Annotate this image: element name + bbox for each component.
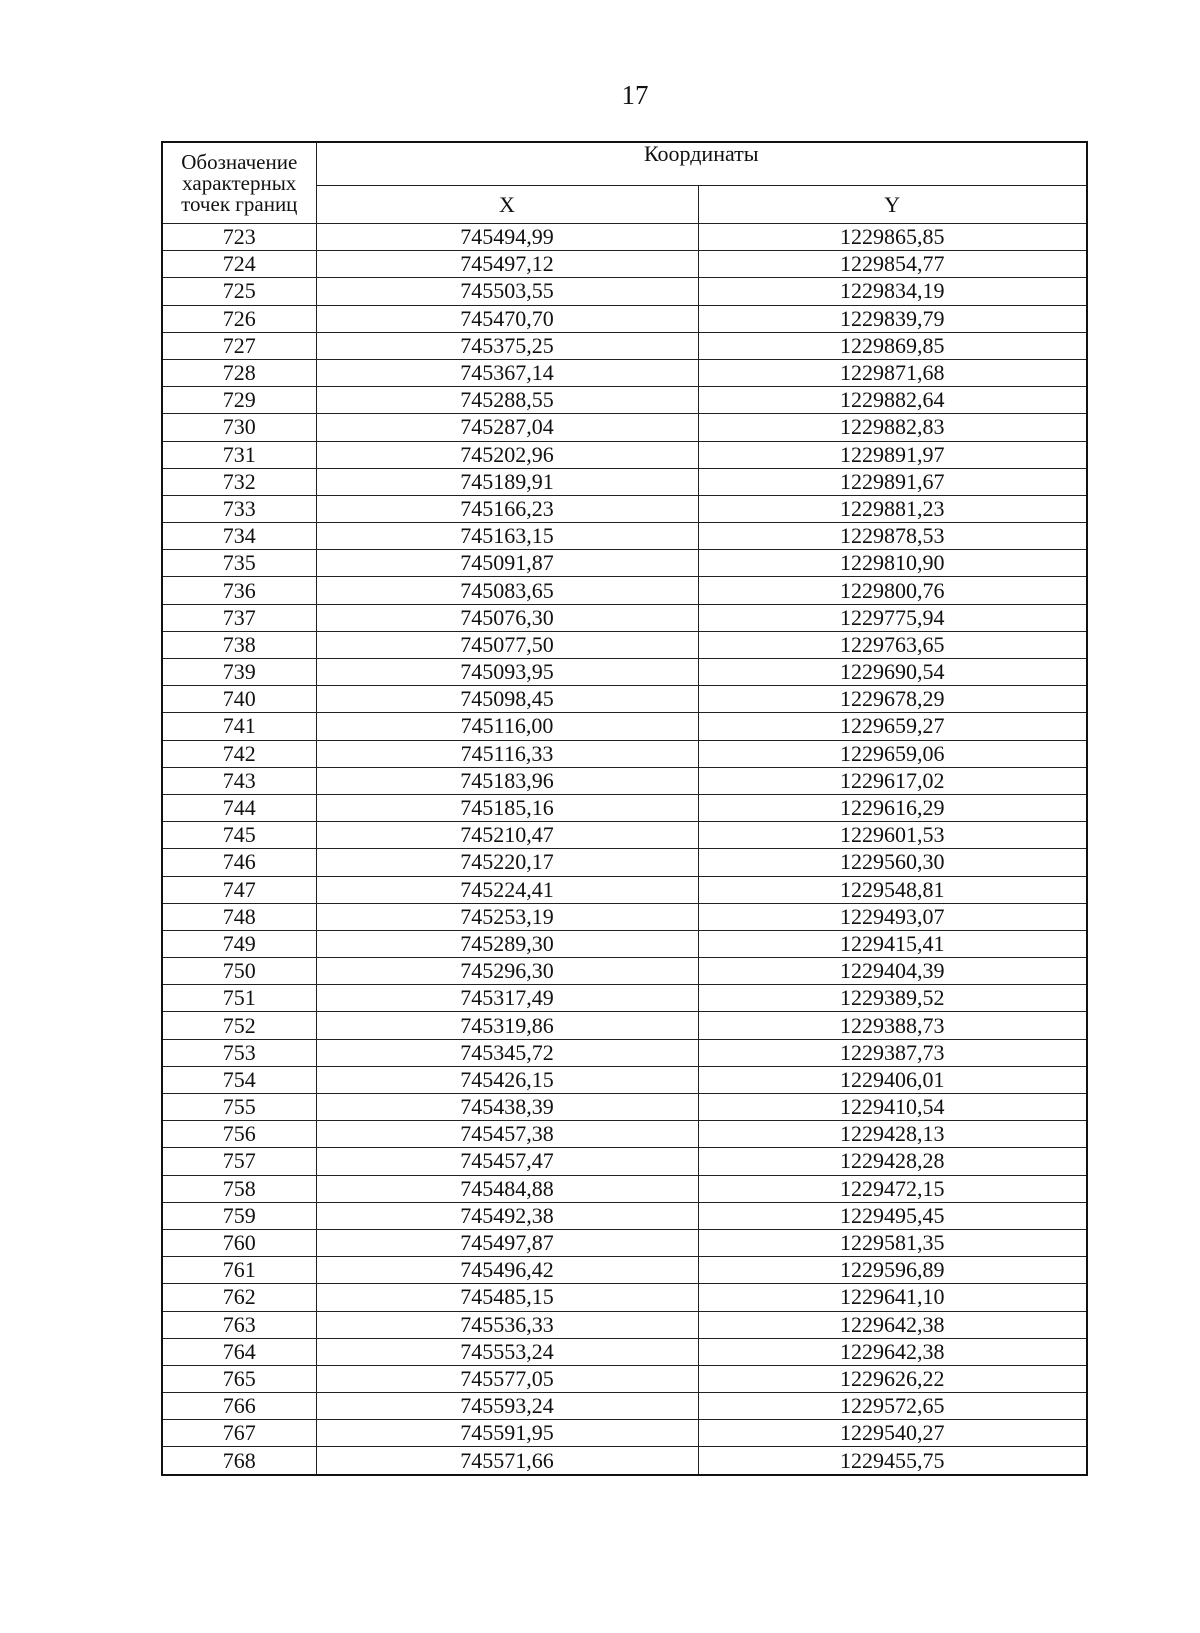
- table-row: [162, 930, 1087, 957]
- y-coordinate-cell: 1229800,76: [698, 577, 1087, 604]
- table-row: [162, 849, 1087, 876]
- table-row: [162, 713, 1087, 740]
- table-row: [162, 550, 1087, 577]
- point-number-cell: 743: [162, 767, 316, 794]
- point-number-cell: 745: [162, 822, 316, 849]
- x-coordinate-cell: 745253,19: [316, 903, 698, 930]
- point-number-cell: 732: [162, 468, 316, 495]
- y-coordinate-cell: 1229659,06: [698, 740, 1087, 767]
- point-number-cell: 761: [162, 1257, 316, 1284]
- x-coordinate-cell: 745202,96: [316, 441, 698, 468]
- y-coordinate-cell: 1229881,23: [698, 495, 1087, 522]
- y-coordinate-cell: 1229834,19: [698, 278, 1087, 305]
- y-coordinate-cell: 1229406,01: [698, 1066, 1087, 1093]
- x-coordinate-cell: 745319,86: [316, 1012, 698, 1039]
- point-number-cell: 753: [162, 1039, 316, 1066]
- point-number-cell: 736: [162, 577, 316, 604]
- y-coordinate-cell: 1229839,79: [698, 305, 1087, 332]
- y-coordinate-cell: 1229572,65: [698, 1393, 1087, 1420]
- x-coordinate-cell: 745571,66: [316, 1447, 698, 1475]
- point-number-cell: 734: [162, 523, 316, 550]
- x-header: X: [316, 186, 698, 224]
- x-coordinate-cell: 745185,16: [316, 794, 698, 821]
- point-number-cell: 751: [162, 985, 316, 1012]
- y-coordinate-cell: 1229678,29: [698, 686, 1087, 713]
- x-coordinate-cell: 745077,50: [316, 631, 698, 658]
- x-coordinate-cell: 745494,99: [316, 224, 698, 251]
- y-coordinate-cell: 1229415,41: [698, 930, 1087, 957]
- point-number-cell: 738: [162, 631, 316, 658]
- table-row: [162, 1121, 1087, 1148]
- x-coordinate-cell: 745497,87: [316, 1229, 698, 1256]
- y-header: Y: [698, 186, 1087, 224]
- y-coordinate-cell: 1229810,90: [698, 550, 1087, 577]
- x-coordinate-cell: 745485,15: [316, 1284, 698, 1311]
- table-row: [162, 1175, 1087, 1202]
- x-coordinate-cell: 745224,41: [316, 876, 698, 903]
- y-coordinate-cell: 1229871,68: [698, 359, 1087, 386]
- y-coordinate-cell: 1229642,38: [698, 1311, 1087, 1338]
- y-coordinate-cell: 1229641,10: [698, 1284, 1087, 1311]
- point-number-cell: 768: [162, 1447, 316, 1475]
- page-number: 17: [621, 80, 649, 110]
- x-coordinate-cell: 745093,95: [316, 659, 698, 686]
- point-number-cell: 728: [162, 359, 316, 386]
- y-coordinate-cell: 1229616,29: [698, 794, 1087, 821]
- point-number-cell: 749: [162, 930, 316, 957]
- x-coordinate-cell: 745484,88: [316, 1175, 698, 1202]
- y-coordinate-cell: 1229854,77: [698, 251, 1087, 278]
- table-row: [162, 332, 1087, 359]
- x-coordinate-cell: 745166,23: [316, 495, 698, 522]
- x-coordinate-cell: 745288,55: [316, 387, 698, 414]
- table-row: [162, 740, 1087, 767]
- point-number-cell: 739: [162, 659, 316, 686]
- point-number-cell: 730: [162, 414, 316, 441]
- table-row: [162, 1094, 1087, 1121]
- point-number-cell: 727: [162, 332, 316, 359]
- point-number-cell: 758: [162, 1175, 316, 1202]
- x-coordinate-cell: 745497,12: [316, 251, 698, 278]
- x-coordinate-cell: 745091,87: [316, 550, 698, 577]
- point-number-cell: 762: [162, 1284, 316, 1311]
- table-row: [162, 1447, 1087, 1475]
- table-row: [162, 414, 1087, 441]
- point-number-cell: 729: [162, 387, 316, 414]
- point-number-cell: 764: [162, 1338, 316, 1365]
- x-coordinate-cell: 745470,70: [316, 305, 698, 332]
- table-row: [162, 278, 1087, 305]
- table-row: [162, 577, 1087, 604]
- y-coordinate-cell: 1229878,53: [698, 523, 1087, 550]
- table-row: [162, 1039, 1087, 1066]
- x-coordinate-cell: 745076,30: [316, 604, 698, 631]
- table-row: [162, 958, 1087, 985]
- point-number-cell: 747: [162, 876, 316, 903]
- y-coordinate-cell: 1229428,13: [698, 1121, 1087, 1148]
- x-coordinate-cell: 745492,38: [316, 1202, 698, 1229]
- x-coordinate-cell: 745317,49: [316, 985, 698, 1012]
- y-coordinate-cell: 1229387,73: [698, 1039, 1087, 1066]
- point-number-cell: 724: [162, 251, 316, 278]
- y-coordinate-cell: 1229389,52: [698, 985, 1087, 1012]
- x-coordinate-cell: 745289,30: [316, 930, 698, 957]
- y-coordinate-cell: 1229455,75: [698, 1447, 1087, 1475]
- x-coordinate-cell: 745536,33: [316, 1311, 698, 1338]
- y-coordinate-cell: 1229626,22: [698, 1365, 1087, 1392]
- table-row: [162, 305, 1087, 332]
- coordinates-header: Координаты: [316, 142, 1087, 186]
- point-number-cell: 735: [162, 550, 316, 577]
- x-coordinate-cell: 745457,38: [316, 1121, 698, 1148]
- x-coordinate-cell: 745367,14: [316, 359, 698, 386]
- point-number-cell: 750: [162, 958, 316, 985]
- point-number-cell: 746: [162, 849, 316, 876]
- x-coordinate-cell: 745116,00: [316, 713, 698, 740]
- x-coordinate-cell: 745496,42: [316, 1257, 698, 1284]
- table-row: [162, 903, 1087, 930]
- table-row: [162, 523, 1087, 550]
- y-coordinate-cell: 1229891,67: [698, 468, 1087, 495]
- y-coordinate-cell: 1229882,64: [698, 387, 1087, 414]
- y-coordinate-cell: 1229869,85: [698, 332, 1087, 359]
- x-coordinate-cell: 745438,39: [316, 1094, 698, 1121]
- x-coordinate-cell: 745593,24: [316, 1393, 698, 1420]
- point-number-cell: 742: [162, 740, 316, 767]
- y-coordinate-cell: 1229617,02: [698, 767, 1087, 794]
- point-number-cell: 759: [162, 1202, 316, 1229]
- designation-header: Обозначение характерных точек границ: [162, 142, 316, 224]
- x-coordinate-cell: 745220,17: [316, 849, 698, 876]
- table-row: [162, 659, 1087, 686]
- table-row: [162, 495, 1087, 522]
- table-row: [162, 1365, 1087, 1392]
- y-coordinate-cell: 1229601,53: [698, 822, 1087, 849]
- y-coordinate-cell: 1229410,54: [698, 1094, 1087, 1121]
- point-number-cell: 723: [162, 224, 316, 251]
- point-number-cell: 733: [162, 495, 316, 522]
- x-coordinate-cell: 745287,04: [316, 414, 698, 441]
- table-row: [162, 1012, 1087, 1039]
- x-coordinate-cell: 745296,30: [316, 958, 698, 985]
- table-row: [162, 631, 1087, 658]
- point-number-cell: 763: [162, 1311, 316, 1338]
- point-number-cell: 744: [162, 794, 316, 821]
- x-coordinate-cell: 745591,95: [316, 1420, 698, 1447]
- y-coordinate-cell: 1229596,89: [698, 1257, 1087, 1284]
- y-coordinate-cell: 1229540,27: [698, 1420, 1087, 1447]
- table-row: [162, 686, 1087, 713]
- y-coordinate-cell: 1229659,27: [698, 713, 1087, 740]
- coordinates-table: [161, 141, 1088, 1476]
- y-coordinate-cell: 1229495,45: [698, 1202, 1087, 1229]
- point-number-cell: 755: [162, 1094, 316, 1121]
- table-row: [162, 359, 1087, 386]
- table-row: [162, 468, 1087, 495]
- table-row: [162, 1066, 1087, 1093]
- y-coordinate-cell: 1229493,07: [698, 903, 1087, 930]
- table-row: [162, 1229, 1087, 1256]
- y-coordinate-cell: 1229560,30: [698, 849, 1087, 876]
- table-row: [162, 387, 1087, 414]
- x-coordinate-cell: 745183,96: [316, 767, 698, 794]
- table-row: [162, 985, 1087, 1012]
- x-coordinate-cell: 745375,25: [316, 332, 698, 359]
- table-row: [162, 441, 1087, 468]
- point-number-cell: 754: [162, 1066, 316, 1093]
- y-coordinate-cell: 1229775,94: [698, 604, 1087, 631]
- table-row: [162, 822, 1087, 849]
- table-row: [162, 1338, 1087, 1365]
- y-coordinate-cell: 1229882,83: [698, 414, 1087, 441]
- point-number-cell: 752: [162, 1012, 316, 1039]
- x-coordinate-cell: 745457,47: [316, 1148, 698, 1175]
- table-row: [162, 1420, 1087, 1447]
- table-row: [162, 1284, 1087, 1311]
- table-row: [162, 794, 1087, 821]
- point-number-cell: 748: [162, 903, 316, 930]
- point-number-cell: 757: [162, 1148, 316, 1175]
- x-coordinate-cell: 745577,05: [316, 1365, 698, 1392]
- point-number-cell: 741: [162, 713, 316, 740]
- point-number-cell: 731: [162, 441, 316, 468]
- y-coordinate-cell: 1229404,39: [698, 958, 1087, 985]
- table-body: [162, 224, 1087, 1475]
- table-row: [162, 1148, 1087, 1175]
- x-coordinate-cell: 745426,15: [316, 1066, 698, 1093]
- y-coordinate-cell: 1229642,38: [698, 1338, 1087, 1365]
- y-coordinate-cell: 1229581,35: [698, 1229, 1087, 1256]
- x-coordinate-cell: 745116,33: [316, 740, 698, 767]
- x-coordinate-cell: 745503,55: [316, 278, 698, 305]
- point-number-cell: 765: [162, 1365, 316, 1392]
- y-coordinate-cell: 1229763,65: [698, 631, 1087, 658]
- x-coordinate-cell: 745083,65: [316, 577, 698, 604]
- point-number-cell: 726: [162, 305, 316, 332]
- table-row: [162, 767, 1087, 794]
- y-coordinate-cell: 1229690,54: [698, 659, 1087, 686]
- table-row: [162, 604, 1087, 631]
- point-number-cell: 725: [162, 278, 316, 305]
- y-coordinate-cell: 1229548,81: [698, 876, 1087, 903]
- table-row: [162, 1202, 1087, 1229]
- y-coordinate-cell: 1229388,73: [698, 1012, 1087, 1039]
- table-row: [162, 251, 1087, 278]
- y-coordinate-cell: 1229865,85: [698, 224, 1087, 251]
- x-coordinate-cell: 745553,24: [316, 1338, 698, 1365]
- table-row: [162, 1257, 1087, 1284]
- point-number-cell: 767: [162, 1420, 316, 1447]
- x-coordinate-cell: 745345,72: [316, 1039, 698, 1066]
- table-row: [162, 224, 1087, 251]
- point-number-cell: 756: [162, 1121, 316, 1148]
- x-coordinate-cell: 745189,91: [316, 468, 698, 495]
- x-coordinate-cell: 745163,15: [316, 523, 698, 550]
- table-row: [162, 1311, 1087, 1338]
- point-number-cell: 737: [162, 604, 316, 631]
- x-coordinate-cell: 745098,45: [316, 686, 698, 713]
- table-row: [162, 1393, 1087, 1420]
- y-coordinate-cell: 1229472,15: [698, 1175, 1087, 1202]
- point-number-cell: 740: [162, 686, 316, 713]
- point-number-cell: 760: [162, 1229, 316, 1256]
- y-coordinate-cell: 1229428,28: [698, 1148, 1087, 1175]
- x-coordinate-cell: 745210,47: [316, 822, 698, 849]
- y-coordinate-cell: 1229891,97: [698, 441, 1087, 468]
- point-number-cell: 766: [162, 1393, 316, 1420]
- table-row: [162, 876, 1087, 903]
